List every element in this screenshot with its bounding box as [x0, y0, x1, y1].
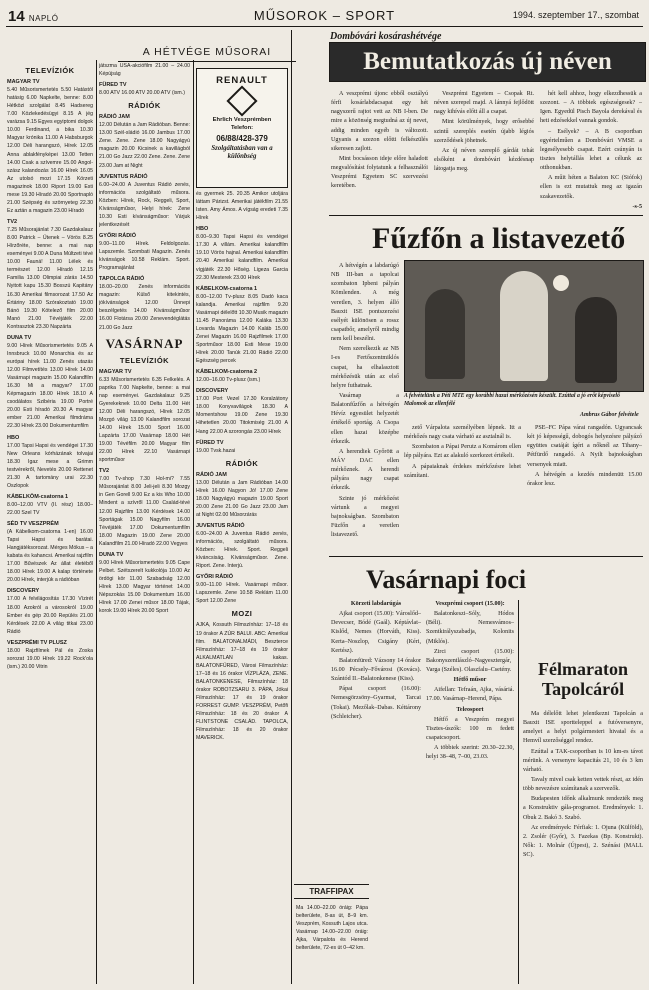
article2-col3 — [527, 424, 642, 552]
article2-headline: Fűzfőn a listavezető — [372, 222, 626, 255]
channel-name: KÁBELKÖM-csatorna 1 — [7, 493, 69, 500]
channel-schedule: 6.00–24.00 A Juventus Rádió zenés, információs, szolgáltató műsora. Közben: Hírek. Sport. Reggeli kíváncsiság. Kívánságműsor. Zene. Riport. Zene. Interjú. — [196, 530, 288, 570]
renault-logo: RENAULT — [216, 75, 268, 86]
paragraph: Mint bocsásson ideje előre haladott megvalósítást folytatunk a felhasználói Veszprémi Egyetem SC szervezési keretében. — [331, 155, 428, 190]
article1-signature: -s-5 — [632, 203, 642, 210]
article1-col3 — [540, 90, 642, 212]
ad-dealer: Ehrlich Veszprémben — [212, 117, 272, 123]
channel-schedule: játszma USA-akciófilm 21.00 – 24.00 Képújság — [99, 63, 190, 78]
article-rule — [329, 215, 643, 216]
channel-schedule: 19.00 Tvsk.hazai — [196, 447, 236, 454]
channel-name: TV2 — [7, 219, 18, 225]
article1-col2 — [434, 90, 534, 212]
channel-name: TAPOLCA RÁDIÓ — [99, 276, 145, 283]
listings-column-2 — [99, 62, 190, 984]
renault-advert[interactable] — [196, 68, 288, 188]
paragraph: A veszprémi újonc ebből osztályú férfi kosárlabdacsapat egy hét nagyszerű rajtot vett az NB I-ben. De mire a közönség megtudná az új nevet, addig minden egyéb is változott. Ugyanis a szezon előtti felkészülés sikeresen zajlott. — [331, 91, 428, 152]
section-title: MŰSOROK – SPORT — [253, 8, 396, 23]
paragraph: A pápaiaknak érdekes mérkőzésre lehet számítani. — [404, 463, 521, 479]
channel-name: FÜRED TV — [99, 82, 127, 89]
channel-name: MAGYAR TV — [7, 79, 40, 85]
listings-column-3 — [196, 190, 288, 984]
channel-name: SÉD TV VESZPRÉM — [7, 521, 59, 527]
paragraph: Mint körülmények, hogy erősebbé szintű szereplés esetén újabb légiós szerződések jöhetnek. — [434, 119, 534, 144]
radio-heading: RÁDIÓK — [128, 101, 161, 111]
channel-name: VESZPRÉMI TV PLUSZ — [7, 639, 67, 646]
channel-schedule: 7.00 Tv-shop 7.30 Hol-mi? 7.55 Műsorajánlat 8.00 Jeli-jeli 8.30 Mozgy in Gen Gorell 9.00 Ez a kis Who 10.00 Mindent a szívről 11.00 Család-tévé 12.00 Rajzfilm 13.00 Kérdések 14.00 Sportágak 15.00 Nagyfilm 16.00 Tévéjáték 17.00 Dokumentumfilm 18.00 Magazin 19.00 Zene 20.00 Kalandfilm 21.00 Híradó 22.00 Vegyes — [99, 476, 190, 547]
traffipax-heading: TRAFFIPAX — [294, 884, 369, 899]
paragraph: Vasárnap a Balatonfűzfőn a hétvégén Hévíz egyesület helyzetét értékelő sportág. A Csopa ellen hazai középbe érkezik. — [331, 392, 399, 445]
player-figure — [500, 271, 548, 381]
column-divider — [291, 30, 292, 984]
channel-name: KÁBELKOM-csatorna 1 — [196, 285, 258, 292]
column-divider — [193, 60, 194, 984]
ad-phone-label: Telefon: — [230, 125, 254, 132]
channel-schedule: 5.40 Műsorismertetés 5.50 Hatástól hatásig 6.00 Napkelte, benne: 8.00 Hétközi szolgálat 8.45 Hadsereg 7.00 Közlekedésügyi 8.15 A jég varázsa 9.15 Egyes egyiptomi dolgok 10.00 Ferdinand, a bika 10.30 Magyar krónika 11.00 A Habsburgok 12.00 Déli harangszó, Hírek 12.05 Anna ablakfényképei 13.00 Tetten 14.00 Csak a szívemre 15.00 Angol-szász kalandozás 16.00 Hírek 16.05 Az utolsó mozi 17.15 Körzeti magazinok 18.00 Riport 19.00 Esti mese 19.30 Híradó 20.00 Sportnapló 21.00 Szépség és szörnyeteg 22.30 Ez aztán a magazin 23.00 Híradó — [7, 87, 93, 214]
channel-name: DISCOVERY — [7, 588, 40, 595]
renault-diamond-icon — [226, 85, 257, 116]
player-figure — [425, 289, 465, 379]
paragraph: A hétvégén a labdarúgó NB III-ban a tapolcai szombaton Ipbeni pályán Kömlenden. A még veretlen, 3. helyen álló Bauxit ISE pontszerzési esélyét különösen a rossz csapatbőr, amelyről mindig nem kell beszélni. — [331, 263, 399, 343]
paragraph: Ezúttal a TAK-csoportban is 10 km-es távot mérünk. A versenyre kapacitás 21, 10 és 3 km várható. — [523, 748, 643, 773]
paragraph: Veszprémi Egyetem – Csopak Rt. néven szerepel majd. A lánnyá fejlődött nagy kihívás előtt áll a csapat. — [434, 91, 534, 116]
header-rule — [6, 26, 643, 27]
ad-slogan: Szolgáltatásban van a különbség — [211, 145, 273, 161]
traffipax-text: Ma 14.00–22.00 óráig: Pápa belterülete, 8-as út, 8–9 km. Veszprém, Kossuth Lajos utca. Vasárnap 14.00–22.00 óráig: Ajka, Várpalota és Herend belterülete, 72-es út 0–42 km. — [296, 905, 368, 952]
ad-phone: 06/88/428-379 — [216, 134, 268, 144]
channel-schedule: 9.00–11.00 Hírek. Vasárnapi műsor. Lapszemle. Zene 10.58 Reklám 11.00 Sport 12.00 Zene — [196, 582, 288, 605]
paragraph: Az új néven szereplő gárdát tehát elsőként a dombóvári kézdésnap látogatja meg. — [434, 147, 534, 173]
channel-schedule: 18.00 Rajzfilmek Pál és Zoska sorozat 19.00 Hírek 19.22 Rock'ola (ism.) 20.00 Vitrin — [7, 647, 93, 670]
paragraph: Pápai csoport (16.00): Nemesgörzsöny–Gyarmat, Tarcai (Tokai). Mezőlak–Dabas. Kéttárony (Schleicher). — [331, 686, 421, 720]
channel-name: TV2 — [99, 468, 110, 475]
paragraph: Zirci csoport (15.00): Bakonyszentlászló–Nagyesztergár, Varga (Széles). Olaszfalu–Csetény. — [426, 648, 514, 673]
column-divider — [96, 60, 97, 984]
channel-name: DISCOVERY — [196, 388, 229, 395]
radio-heading: RÁDIÓK — [225, 458, 259, 468]
listings-column-1 — [7, 62, 93, 984]
channel-schedule: 6.00–24.00 A Juventus Rádió zenés, információs szolgáltató műsora. Közben: Hírek, Rock, Reggeli, Sport, Kívánságműsor, Helyi hírek: Zene 10.30 Esti kívánságműsor: Várjuk jelentkezését — [99, 181, 190, 228]
subheading: Teleosport — [456, 706, 484, 713]
paragraph: A műit héten a Balaton KC (Siófok) ellen is ezt mutattuk meg az igazán szakavezetők. — [540, 175, 642, 200]
paragraph: – Esélyek? – A B csoportban egyértelműen a Dombóvári VMSE a legesélyesebb csapat. Ezért csúnyán is tisztes helytállás lehet a célunk az otthonukban. — [540, 128, 642, 172]
paragraph: Szombaton a Pápai Perutz a Komárom ellen lép pályára. Ezt az alakuló szerkezet értékeli. — [404, 444, 521, 460]
paragraph: Az eredmények: Férfiak: 1. Ojuna (Külföld), 2. Zsolér (Győr), 3. Fazekas (Bp. Konstrukt). Nők: 1. Molnár (Újpest), 2. Szénási (MALL SC). — [523, 824, 643, 859]
channel-name: DUNA TV — [99, 551, 124, 558]
article2-col2 — [404, 424, 521, 552]
channel-name: RÁDIÓ JAM — [196, 471, 227, 478]
channel-schedule: 9.00 Hírek Műsorismertetés 9.05 A Innsbruck 10.00 Monarchia és az európai hírek 11.00 Zenés utazás 12.00 Filmvetítés 13.00 Hírek 14.00 Vasárnapi magazin 15.00 Kalandfilm 16.30 Mi a magyar? 17.00 Képmagazin 18.00 Hírek 18.10 A csodálatos Szibéria 19.00 Portré 20.00 Esti híradó 20.30 A magyar ember 21.00 Amerikai filmdráma 22.30 Hírek 23.00 Dokumentumfilm — [7, 342, 93, 430]
article3-col1 — [331, 600, 421, 984]
channel-schedule: 17.00 Port Vezel 17.30 Koralzátony 18.00 Konyvavilágok 18.30 A Momentshow 19.00 Zene 19.30 Hihetetlen 20.00 Titokmiség 21.00 A Hang 22.00 A szorongás 23.00 Hírek — [196, 396, 288, 435]
channel-name: KÁBELKOM-csatorna 2 — [196, 369, 258, 376]
paragraph: Ma délelőtt lehet jelentkezni Tapolcán a Bauxit ISE sportteleppel a futóversenyre, amelyet a helyi polgármesteri hivatal és a Hemvíl szerzőséggel rendez. — [523, 711, 643, 745]
paragraph: Ajkai csoport (15.00): Városlőd–Devecser, Bódé (Gaál). Képtávlat–Kislőd, Nemes (Horváth, Kiss). Kerta–Noszlop, Csigány (Kéri, Kertész). — [331, 611, 421, 654]
channel-schedule: 8.00–9.30 Tapsi Hapsi és vendégei 17.30 A villám. Amerikai kalandfilm 19.10 Vörös hajnal. Amerikai kalandfilm 20.40 Amerikai kalandfilm. Amerikai vígjáték 22.30 Hőség. Ligeza Garcia 22.30 Mesterek 23.00 Hírek — [196, 234, 288, 281]
channel-schedule: 13.00 Délután a Jam Rádióban 14.00 Hírek 16.00 Nagyon Jó! 17.00 Zene 18.00 Nagyágyú magazin 19.00 Sport 20.00 Zene 21.00 Go Jazz 23.00 Jam at Night 02.00 Műsorzárás — [196, 479, 288, 518]
article3-headline: Vasárnapi foci — [366, 565, 527, 594]
channel-schedule: 8.00–12.00 VTV (II. rész) 18.00–22.00 Szel TV — [7, 501, 93, 516]
channel-schedule: 12.00–16.00 Tv-plusz (ism.) — [196, 377, 261, 384]
article4-body — [523, 710, 643, 984]
paragraph: zető Várpalota személyében lépnek. Itt a mérkőzés nagy csata várható az asztalnál is. — [404, 425, 521, 441]
article3-col2 — [426, 600, 514, 984]
article1-col1 — [331, 90, 428, 212]
paragraph: Szinte jó mérkőzést vártunk a megyei bajnokságban. Szombaton Füzfőn a veretlen listavezető. — [331, 495, 399, 539]
channel-name: FÜRED TV — [196, 439, 224, 446]
paragraph: A hétvégén a kezdés mindenütt 15.00 órakor lesz. — [527, 471, 642, 487]
channel-name: HBO — [196, 226, 209, 233]
paragraph: Tavaly mivel csak ketten vettek részt, az idén több nevezésre számítanak a szervezők. — [523, 776, 643, 793]
issue-date: 1994. szeptember 17., szombat — [512, 10, 639, 20]
tv-heading: TELEVÍZIÓK — [25, 66, 75, 75]
channel-name: MAGYAR TV — [99, 368, 132, 375]
paragraph: Aifellan: Tefraán, Ajka, vásáriá. 17.00. Vasárnap–Herend, Pápa. — [426, 687, 514, 703]
photo-credit: Ambrus Gábor felvétele — [580, 412, 639, 418]
channel-schedule: 6.33 Műsorismertetés 6.35 Felkelés. A paprika 7.00 Napkelte, benne: a mai nap eseményei. Gazdakalauz 9.25 Gyerekeknek 10.00 Delta 11.00 Hét 12.00 Déli harangszó, Hírek 12.05 Mozgó világ 13.00 Kalandfilm sorozat 14.00 Hírek 15.00 Sport 16.00 Lapzárta 17.00 Vasárnap 18.00 Hét 19.00 Tévéfilm 20.00 Magyar film 22.00 Hírek 22.10 Vasárnapi sportműsor — [99, 376, 190, 464]
weekend-banner: A HÉTVÉGE MŰSORAI — [118, 46, 296, 62]
channel-name: GYŐRI RÁDIÓ — [99, 232, 136, 239]
channel-name: DUNA TV — [7, 334, 32, 341]
sunday-heading: VASÁRNAP — [105, 335, 184, 351]
channel-schedule: és gyermek 25. 20.35 Amikor utoljára láttam Párizst. Amerikai játékfilm 21.55 Isten. Amy Ámos. A vígság eredeti 7.35 Hírek — [196, 191, 288, 222]
subheading: Veszprémi csoport (15.00): — [435, 601, 505, 607]
channel-name: GYŐRI RÁDIÓ — [196, 574, 233, 581]
article1-headline-box — [329, 42, 646, 82]
channel-schedule: 12.00 Délután a Jam Rádióban. Benne: 13.00 Szél-sládió 16.00 Jambus 17.00 Zene. Zene. Zene 18.00 Nagyágyú magazin 20.00 Kicsinek a kavillágból 21.00 Go Jazz 22.00 Zene. Zene. Zene 23.00 Jam at Night — [99, 122, 190, 169]
photo-caption: A felvételünk a Péti MTE egy korábbi hazai mérkőzésén készült. Ezúttal a jó erőt képviselő Malomok az ellenfélé — [404, 393, 620, 407]
channel-name: HBO — [7, 434, 20, 441]
paragraph: PSE–FC Pápa várai rangadón. Ugyancsak két jó képességű, dobogós helyezésre pályázó együttes csatáját ígéri a nőknél az Tihany–Pétfürdő rangadó. A Nyilt bajnokságban versenyek miatt. — [527, 425, 642, 468]
channel-schedule: 17.00 Tapsi Hapsi és vendégei 17.30 New Orleans kórházának tolvajai 18.30 Igaz mese a Grimm testvérekről, Nevetés 20.00 Rettenet 21.30 A tartomány urai 22.30 Oszlopok — [7, 442, 93, 489]
channel-schedule: 18.00–20.00 Zenés információs magazin: Külső kitekintés, jókívánságok 12.00 Ünnepi beszélgetés 14.00 Kívánságműsor 16.00 Flotársa 20.00 Zenevendéglátás 21.00 Go Jazz — [99, 284, 190, 331]
channel-schedule: 9.00–11.00 Hírek. Feldolgozás. Lapszemle. Szombati Magazin. Zenés kívánságok 10.58 Reklám. Sport. Programajánlat — [99, 240, 190, 272]
channel-schedule: 7.25 Műsorajánlat 7.30 Gazdakalauz 8.00 Patrick – Ütenek – Vörös 8.25 Hírzőréte, benne: a mai nap eseményei 9.00 A Duna Múltzeti tévé 10.00 Fauná! 11.00 Lélek és természet 12.00 Híradó 12.15 Familia 13.00 Olimpiai zárás 14.50 Nyitott kapu 15.30 Bosszú Kapitány 16.30 Amerikai filmsorozat 17.50 Az Értáriny 18.00 Szórakoztató 19.00 Bánó 19.30 Kötelező film 20.00 Manó 21.00 Tévéjáték 22.00 Kontrasztok 23.30 Napzárta — [7, 227, 93, 330]
channel-name: JUVENTUS RÁDIÓ — [196, 522, 245, 529]
paragraph: Nem szerelkezik az NB I-es Fertőszentmiklós csapat, ha elhalasztott mérkőzésük után az első helyre futhatnak. — [331, 346, 399, 389]
column-divider — [518, 600, 519, 984]
channel-schedule: 9.00 Hírek Műsorismertetés 9.05 Cape Pelbet. Szétszerelt kukkolója 10.00 Az ördögi kör 11.00 Szabadság 12.00 Hírek 13.00 Magyar történet 14.00 Népszokás 15.00 Dokumentum 16.00 Hírek 17.00 Zenei műsor 18.00 Tájak, korok 19.00 Hírek 20.00 Sport — [99, 559, 190, 615]
cinema-schedule: AJKA, Kossuth Filmszínház: 17–18 és 19 órakor A ZÚR BALUI. ABC: Amerikai film. BALATONALMÁDI, Beszterce Filmszínház: 17–18 és 19 órakor ALKALMATLAN kakas. BALATONFÜRED, Városi Filmszínház: 17–18 és 16 órakor VÍZPLÁZA, ZENE. BALATONKENESE, Filmszínház: 18 órakor ROBOTZSARU 3. PÁPA, Jókai Filmszínház: 17 és 19 órakor FORREST GUMP. VESZPRÉM, Petőfi Filmszínház: 18 és 20 órakor A FLINTSTONE CSALÁD. TAPOLCA, Filmszínház: 18 és 20 órakor MAVERICK. — [196, 622, 288, 742]
publication-name: NAPLÓ — [28, 14, 59, 23]
match-photo — [404, 260, 644, 392]
channel-schedule: (A Kábelkom-csatorna 1-en) 16.00 Tapsi Hapsi és barátai. Hangjátéksorozat. Mérges Mókus – a kabata és kahancsi. Amerikai rajzfilm 17.00 Bűvészek Az állat életéből 18.00 Hírek 19.00 A kalap története 20.00 Hírek, interjúk a rádióban — [7, 529, 93, 584]
article1-kicker: Dombóvári kosárashétvége — [330, 31, 442, 42]
subheading: Körzeti labdarúgás — [350, 601, 402, 607]
subheading: Hétfő műsor — [453, 677, 487, 684]
paragraph: A herendiek Győrött a MÁV DAC ellen mérkőznek. A herendi pályára nagy csapat érkezik. — [331, 448, 399, 492]
cinema-heading: MOZI — [231, 609, 253, 619]
paragraph: Balatonfüred: Vázsony 14 órakor 16.00 Pécsely–Fővárosi (Kovács). Szántód II.–Balatonkenese (Kiss). — [331, 657, 421, 683]
paragraph: Balatonkeszi–Sóly, Hódos (Béli). Nemesvámos–Szentkirályszabadja, Kolonits (Miklós). — [426, 611, 514, 645]
article4-headline: Félmaraton Tapolcáról — [538, 659, 628, 699]
paragraph: Hétfő a Veszprém megyei Tisztes-úszók: 100 m fedett csapatcsoport. — [426, 716, 514, 741]
channel-schedule: 8.00–12.00 Tv-plusz 8.05 Dadó kaca kalandja. Amerikai rajzfilm 9.20 Vasárnapi délelőtt 10.30 Musik magazin 11.45 Panoráma 12.00 Kaláka 13.30 Lovarda Magazin 14.00 Kaláb 15.00 Zenei Magazin 16.00 Rajzfilmek 17.00 Sportműsor 18.00 Esti Mese 19.00 Hírek 20.00 Tanúk 21.00 Rádió 22.00 Egészség percek — [196, 293, 288, 365]
article-rule — [329, 556, 643, 557]
tv-heading: TELEVÍZIÓK — [119, 355, 170, 365]
channel-name: JUVENTUS RÁDIÓ — [99, 173, 148, 180]
article2-col1 — [331, 262, 399, 552]
channel-name: RÁDIÓ JAM — [99, 114, 130, 121]
channel-schedule: 17.00 A felvilágosítás 17.30 Vízirét 18.00 Azokról a városokról 19.00 Ember és gép 20.00 Repülés 21.00 Kérdések 22.00 A világ titkai 23.00 Rádió — [7, 596, 93, 635]
paragraph: hét kell ahhoz, hogy elkezdhessük a szezont. – A többiek egészségesek? – Igen. Egyedül Pisch Bayola derekával és heti edzésekkel vannak gondok. — [540, 91, 642, 125]
paragraph: A többiek szerint: 20.30–22.30, helyi 38–48, 7–00, 23.03. — [426, 745, 514, 761]
article1-headline: Bemutatkozás új néven — [363, 48, 612, 75]
paragraph: Budapesten időnk alkalmunk rendezték meg a Konstruktiv gála-programot. Eredmények: 1. Obuk 2. Bakó 3. Szabó. — [523, 796, 643, 821]
ball-icon — [553, 275, 569, 291]
player-figure — [575, 297, 617, 383]
channel-schedule: 8.00 ATV 16.00 ATV 20.00 ATV (ism.) — [99, 90, 185, 97]
page-number: 14 NAPLÓ — [8, 8, 59, 25]
